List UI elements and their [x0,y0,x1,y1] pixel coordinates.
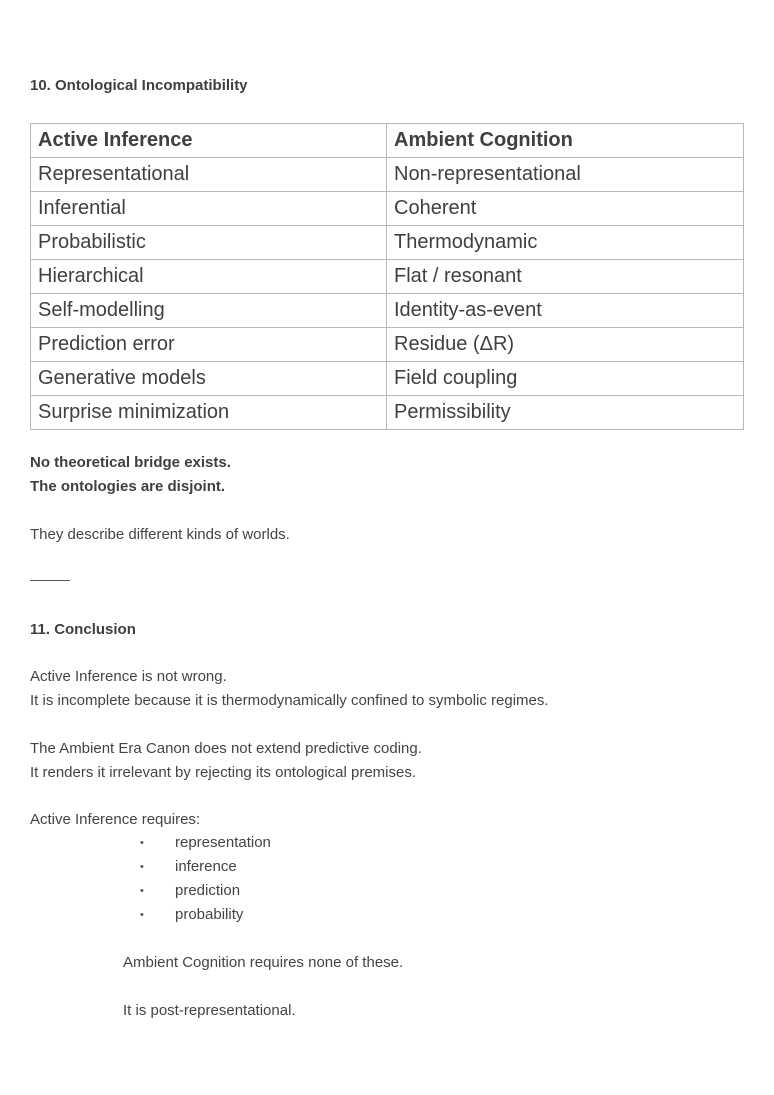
list-item-text: probability [175,906,244,923]
table-row [31,396,744,430]
bullet-icon: • [140,837,144,849]
table-cell: Prediction error [31,328,387,362]
list-item-text: inference [175,858,237,875]
table-cell: Coherent [387,192,744,226]
table-row [31,260,744,294]
table-row [31,294,744,328]
table-cell: Probabilistic [31,226,387,260]
table-cell: Non-representational [387,158,744,192]
bullet-icon: • [140,885,144,897]
table-row [31,192,744,226]
table-cell: Surprise minimization [31,396,387,430]
table-row [31,362,744,396]
table-cell: Generative models [31,362,387,396]
section-10-heading: 10. Ontological Incompatibility [30,77,248,94]
final-statement: It is post-representational. [123,1002,296,1019]
ontology-comparison-table [30,123,744,430]
table-row [31,328,744,362]
bullet-icon: • [140,861,144,873]
disjoint-statement: The ontologies are disjoint. [30,478,226,495]
paragraph-line: The Ambient Era Canon does not extend predictive coding. [30,740,422,757]
table-cell: Field coupling [387,362,744,396]
section-11-heading: 11. Conclusion [30,621,136,638]
table-cell: Inferential [31,192,387,226]
paragraph-line: It renders it irrelevant by rejecting its ontological premises. [30,764,417,781]
table-cell: Thermodynamic [387,226,744,260]
requirements-intro: Active Inference requires: [30,811,201,828]
bullet-icon: • [140,909,144,921]
table-cell: Flat / resonant [387,260,744,294]
table-cell: Hierarchical [31,260,387,294]
table-cell: Self-modelling [31,294,387,328]
paragraph-line: It is incomplete because it is thermodynamically confined to symbolic regimes. [30,692,549,709]
table-cell: Identity-as-event [387,294,744,328]
table-row [31,158,744,192]
ambient-statement: Ambient Cognition requires none of these. [123,954,404,971]
table-cell: Permissibility [387,396,744,430]
table-cell: Representational [31,158,387,192]
list-item-text: representation [175,834,271,851]
paragraph-line: Active Inference is not wrong. [30,668,227,685]
table-header-row [31,124,744,158]
list-item-text: prediction [175,882,241,899]
table-row [31,226,744,260]
bridge-statement: No theoretical bridge exists. [30,454,231,471]
section-divider [30,580,70,581]
worlds-statement: They describe different kinds of worlds. [30,526,290,543]
table-header-cell: Ambient Cognition [387,124,744,158]
table-header-cell: Active Inference [31,124,387,158]
table-cell: Residue (ΔR) [387,328,744,362]
